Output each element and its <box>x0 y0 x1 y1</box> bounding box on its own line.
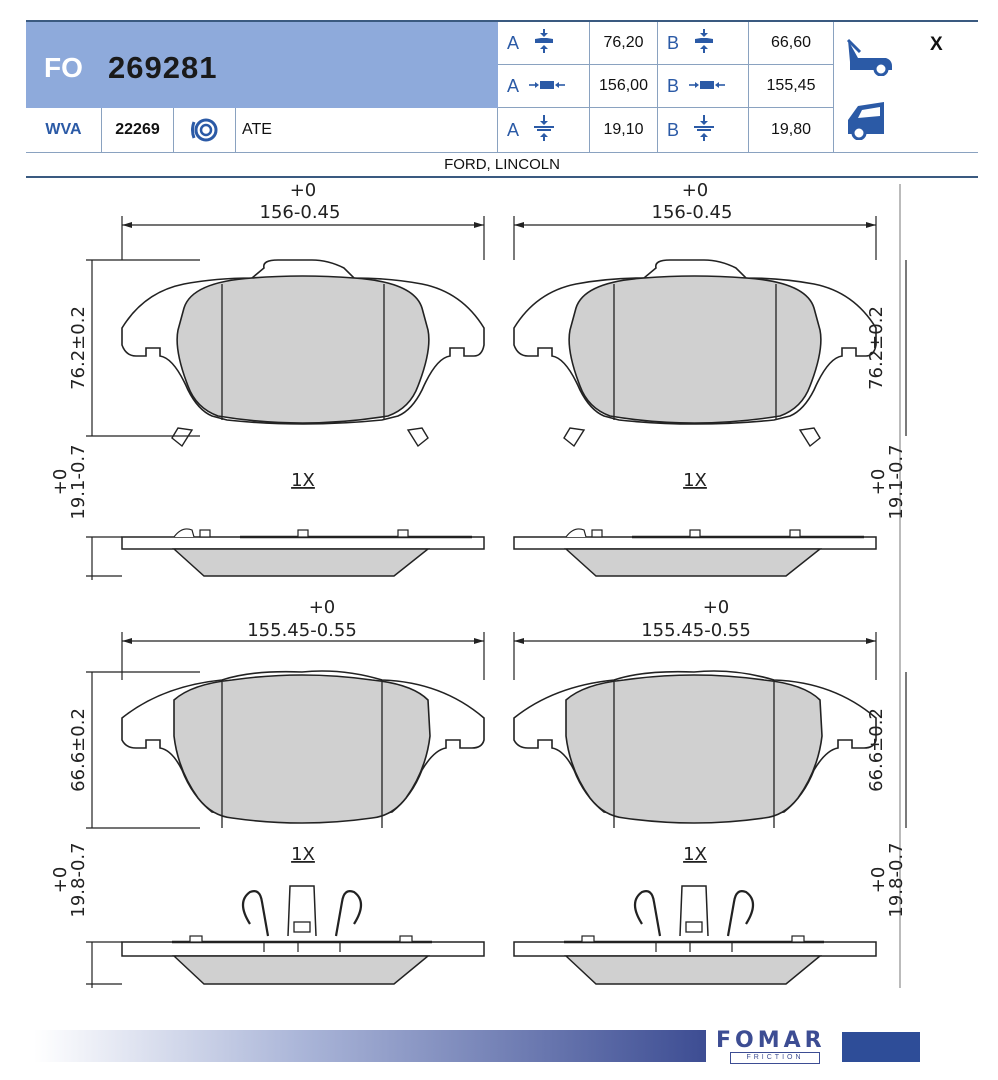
pad-b-width-left: 155.45-0.55 <box>247 620 357 641</box>
caliper-brand: ATE <box>236 108 498 153</box>
pad-b-qty-left: 1X <box>291 844 315 865</box>
pad-b-thick-tol-left: +0 <box>50 866 71 894</box>
product-header <box>26 20 978 178</box>
dim-b-label-2 <box>658 108 749 153</box>
pad-a-right-face <box>514 260 876 446</box>
pad-a-qty-right: 1X <box>683 470 707 491</box>
vehicle-make: FORD, LINCOLN <box>444 156 560 173</box>
pad-b-qty-right: 1X <box>683 844 707 865</box>
pad-a-height-right: 76.2±0.2 <box>866 306 887 390</box>
thickness-icon <box>689 115 719 146</box>
dim-a-label-2 <box>498 108 590 153</box>
dim-b-label-0 <box>658 22 749 65</box>
front-axle-car-icon <box>844 98 894 140</box>
height-icon <box>689 29 719 58</box>
pad-b-height-right: 66.6±0.2 <box>866 708 887 792</box>
pad-b-width-right: 155.45-0.55 <box>641 620 751 641</box>
logo-sub-text: FRICTION <box>730 1052 820 1064</box>
dim-b-value-1: 155,45 <box>749 65 834 108</box>
pad-a-thick-tol-left: +0 <box>50 468 71 496</box>
pad-a-left-side <box>122 529 484 576</box>
dim-b-letter: B <box>667 119 680 140</box>
pad-b-height-left: 66.6±0.2 <box>68 708 89 792</box>
vehicle-position-panel <box>834 22 978 153</box>
pad-b-thickness-right: 19.8-0.7 <box>886 842 907 918</box>
wva-label: WVA <box>26 108 102 153</box>
part-title-panel <box>26 22 498 108</box>
dim-b-letter: B <box>667 75 680 96</box>
dim-b-value-0: 66,60 <box>749 22 834 65</box>
dim-b-value-2: 19,80 <box>749 108 834 153</box>
pad-b-thick-tol-right: +0 <box>868 866 889 894</box>
width-icon <box>529 76 565 97</box>
dim-a-letter: A <box>507 32 520 53</box>
pad-a-width-left: 156-0.45 <box>259 202 341 223</box>
pad-b-right-side <box>514 886 876 984</box>
dim-a-value-0: 76,20 <box>590 22 658 65</box>
part-number: 269281 <box>108 50 218 85</box>
dim-a-label-0 <box>498 22 590 65</box>
technical-drawing <box>0 180 998 1010</box>
pad-b-width-tol-right: +0 <box>702 597 730 618</box>
brake-disc-icon <box>190 117 220 143</box>
pad-a-thickness-left: 19.1-0.7 <box>68 444 89 520</box>
dim-a-label-1 <box>498 65 590 108</box>
dim-b-letter: B <box>667 32 680 53</box>
position-mark: X <box>930 34 943 55</box>
pad-b-left-face <box>122 671 484 828</box>
wva-number: 22269 <box>102 108 174 153</box>
pad-a-left-face <box>122 260 484 446</box>
brand-code: FO <box>44 52 83 83</box>
dim-a-letter: A <box>507 119 520 140</box>
dim-a-value-1: 156,00 <box>590 65 658 108</box>
logo-main-text: FOMAR <box>716 1028 826 1053</box>
pad-a-qty-left: 1X <box>291 470 315 491</box>
width-icon <box>689 76 725 97</box>
pad-b-thickness-left: 19.8-0.7 <box>68 842 89 918</box>
pad-a-thick-tol-right: +0 <box>868 468 889 496</box>
pad-b-width-tol-left: +0 <box>308 597 336 618</box>
height-icon <box>529 29 559 58</box>
footer-gradient-bar <box>34 1030 706 1062</box>
pad-b-left-side <box>122 886 484 984</box>
fomar-logo <box>710 1028 830 1064</box>
thickness-icon <box>529 115 559 146</box>
pad-a-thickness-right: 19.1-0.7 <box>886 444 907 520</box>
header-bottom-rule <box>26 176 978 178</box>
footer-blue-block <box>842 1032 920 1062</box>
pad-a-height-left: 76.2±0.2 <box>68 306 89 390</box>
brake-disc-icon-cell <box>174 108 236 153</box>
pad-a-right-side <box>514 529 876 576</box>
pad-a-width-tol-left: +0 <box>289 180 317 201</box>
pad-b-right-face <box>514 671 876 828</box>
rear-axle-car-icon <box>844 36 894 76</box>
dim-b-label-1 <box>658 65 749 108</box>
dim-a-value-2: 19,10 <box>590 108 658 153</box>
pad-a-width-right: 156-0.45 <box>651 202 733 223</box>
pad-a-width-tol-right: +0 <box>681 180 709 201</box>
dim-a-letter: A <box>507 75 520 96</box>
